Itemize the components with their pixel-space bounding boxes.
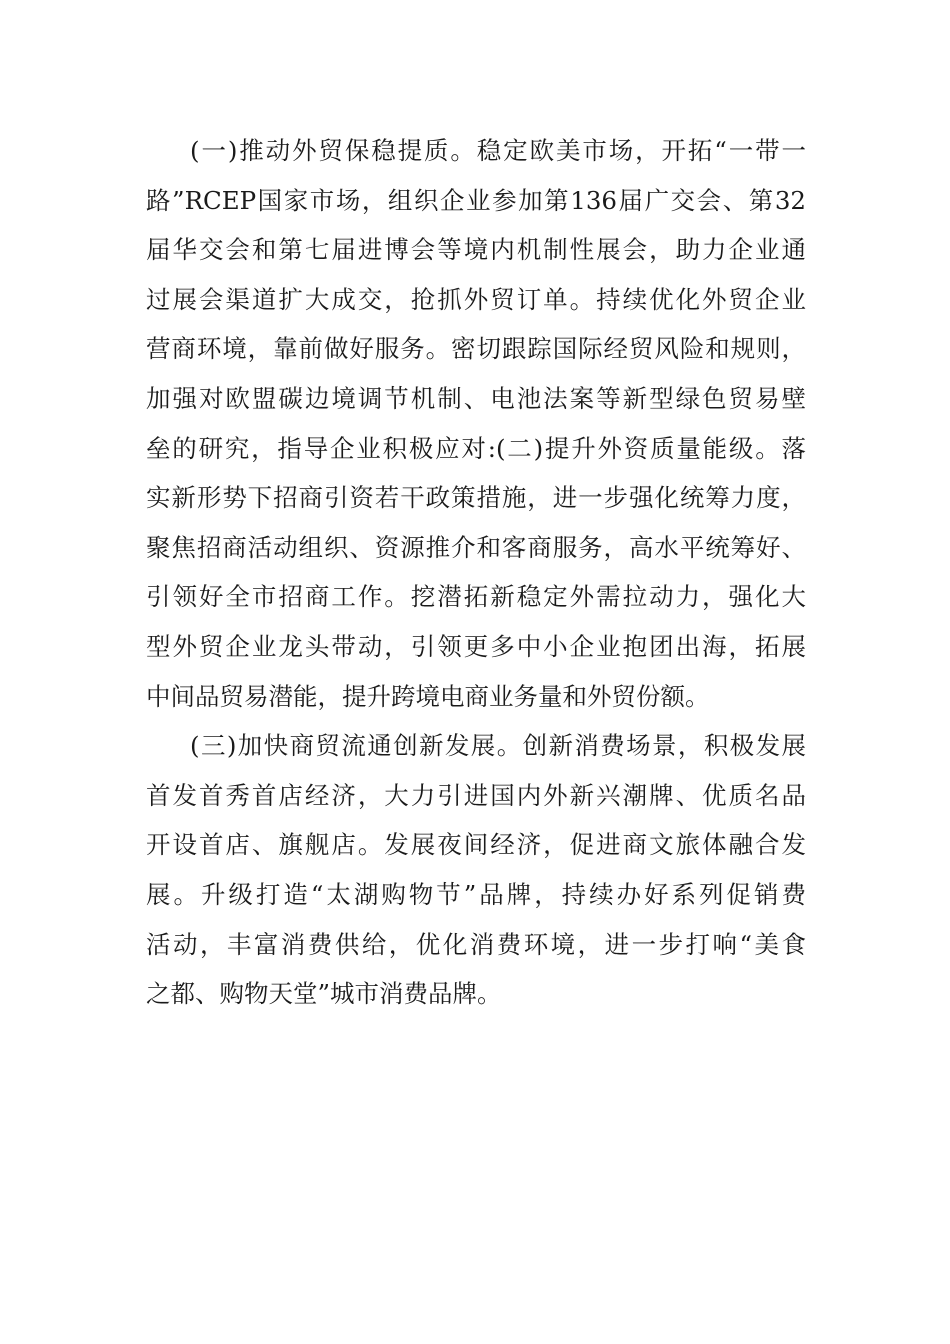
paragraph-line: 活动，丰富消费供给，优化消费环境，进一步打响“美食 <box>146 929 806 959</box>
paragraph-line: 首发首秀首店经济，大力引进国内外新兴潮牌、优质名品 <box>146 780 806 810</box>
paragraph-line: (一)推动外贸保稳提质。稳定欧美市场，开拓“一带一 <box>190 136 806 165</box>
paragraph-line: 实新形势下招商引资若干政策措施，进一步强化统筹力度， <box>146 483 806 513</box>
paragraph-line: 中间品贸易潜能，提升跨境电商业务量和外贸份额。 <box>146 681 710 711</box>
paragraph-line: 开设首店、旗舰店。发展夜间经济，促进商文旅体融合发 <box>146 830 806 860</box>
paragraph-line: 垒的研究，指导企业积极应对:(二)提升外资质量能级。落 <box>146 433 806 463</box>
paragraph-line: 聚焦招商活动组织、资源推介和客商服务，高水平统筹好、 <box>146 532 806 562</box>
paragraph-commerce-circulation <box>146 721 806 1019</box>
paragraph-line: 型外贸企业龙头带动，引领更多中小企业抱团出海，拓展 <box>146 631 806 661</box>
paragraph-foreign-trade <box>146 126 806 721</box>
paragraph-line: 路”RCEP国家市场，组织企业参加第136届广交会、第32 <box>146 185 806 215</box>
document-body <box>146 126 806 1019</box>
paragraph-line: (三)加快商贸流通创新发展。创新消费场景，积极发展 <box>190 731 806 761</box>
paragraph-line: 展。升级打造“太湖购物节”品牌，持续办好系列促销费 <box>146 879 806 909</box>
paragraph-line: 届华交会和第七届进博会等境内机制性展会，助力企业通 <box>146 235 806 265</box>
paragraph-line: 过展会渠道扩大成交，抢抓外贸订单。持续优化外贸企业 <box>146 284 806 314</box>
paragraph-line: 营商环境，靠前做好服务。密切跟踪国际经贸风险和规则， <box>146 334 806 364</box>
paragraph-line: 加强对欧盟碳边境调节机制、电池法案等新型绿色贸易壁 <box>146 383 806 413</box>
paragraph-line: 引领好全市招商工作。挖潜拓新稳定外需拉动力，强化大 <box>146 582 806 612</box>
paragraph-line: 之都、购物天堂”城市消费品牌。 <box>146 979 502 1009</box>
